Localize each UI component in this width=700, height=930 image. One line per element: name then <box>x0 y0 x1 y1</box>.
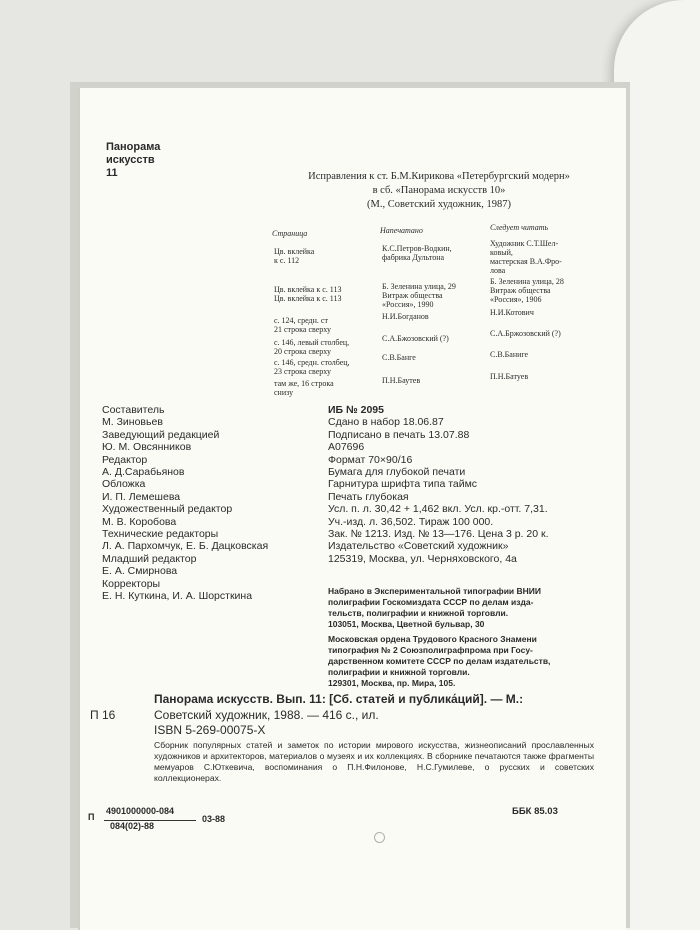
errata-header-printed: Напечатано <box>380 226 423 235</box>
errata-cell: С.В.Банге <box>382 353 416 362</box>
credit-person: Ю. М. Овсянников <box>102 441 192 454</box>
errata-title-line: Исправления к ст. Б.М.Кирикова «Петербургский модерн» <box>308 171 570 182</box>
isbn: ISBN 5-269-00075-X <box>154 723 266 737</box>
printing-line: Набрано в Экспериментальной типографии ВНИИ <box>328 586 542 596</box>
errata-row-correct <box>490 239 562 275</box>
errata-cell: снизу <box>274 388 294 397</box>
credit-role: Технические редакторы <box>102 528 219 541</box>
credit-role: Составитель <box>102 404 165 416</box>
errata-cell: Цв. вклейка к с. 113 <box>274 294 342 303</box>
errata-cell: П.Н.Баутев <box>382 376 421 385</box>
imprint-line: Усл. п. л. 30,42 + 1,462 вкл. Усл. кр.-отт. 7,31. <box>328 503 548 516</box>
errata-cell: С.А.Бржозовский (?) <box>490 329 561 338</box>
bbk-code: ББК 85.03 <box>512 806 558 817</box>
errata-cell: П.Н.Батуев <box>490 372 529 381</box>
errata-cell: с. 124, средн. ст <box>274 316 328 325</box>
errata-cell: Б. Зеленина улица, 28 <box>490 277 564 286</box>
errata-title-line: в сб. «Панорама искусств 10» <box>372 185 506 196</box>
errata-row-printed <box>382 334 449 343</box>
credits-list <box>102 404 268 603</box>
credit-role: Художественный редактор <box>102 503 233 516</box>
errata-cell: 20 строка сверху <box>274 347 331 356</box>
errata-row-page <box>274 285 342 303</box>
errata-cell: «Россия», 1990 <box>382 300 434 309</box>
abstract: Сборник популярных статей и заметок по истории мирового искусства, жизнеописаний прославленных художников и архитекторов, материалов о музеях и их коллекциях. В сборнике печатаются также фрагменты мемуаров С.Юткевича, воспоминания о П.Н.Филонове, Н.С.Гумилеве, о русских и советских коллекционерах. <box>154 740 594 783</box>
page-edge <box>78 88 80 930</box>
series-title <box>106 141 160 180</box>
imprint-line: Бумага для глубокой печати <box>328 466 466 479</box>
printing-line: тельств, полиграфии и книжной торговли. <box>328 608 509 618</box>
credit-person: Л. А. Пархомчук, Е. Б. Дацковская <box>102 540 269 553</box>
errata-header-correct: Следует читать <box>490 223 549 232</box>
imprint-line: Издательство «Советский художник» <box>328 540 509 553</box>
errata-row-page <box>274 358 350 376</box>
imprint-line: Гарнитура шрифта типа таймс <box>328 478 478 491</box>
printing-line: 103051, Москва, Цветной бульвар, 30 <box>328 619 485 629</box>
fraction-line <box>104 820 196 821</box>
printing-line: Московская ордена Трудового Красного Знамени <box>328 634 537 644</box>
errata-cell: Н.И.Богданов <box>382 312 429 321</box>
series-line: искусств <box>106 154 155 166</box>
fraction-numerator: 4901000000-084 <box>106 806 175 816</box>
biblio-line: Советский художник, 1988. — 416 с., ил. <box>154 707 379 722</box>
errata-cell: Витраж общества <box>382 291 443 300</box>
errata-cell: Н.И.Котович <box>490 308 534 317</box>
credit-person: М. Зиновьев <box>102 416 163 429</box>
credit-person: И. П. Лемешева <box>102 490 181 503</box>
printing-info <box>328 586 550 689</box>
errata-cell: Художник С.Т.Шел- <box>490 239 559 248</box>
credit-person: Е. А. Смирнова <box>102 565 178 578</box>
errata-cell: С.А.Бжозовский (?) <box>382 334 449 343</box>
printing-line: полиграфии Госкомиздата СССР по делам изда- <box>328 597 534 607</box>
fraction-denominator: 084(02)-88 <box>110 821 155 831</box>
ib-number: ИБ № 2095 <box>328 404 384 416</box>
printing-line: полиграфии и книжной торговли. <box>328 667 470 677</box>
errata-row-printed <box>382 244 452 262</box>
errata-title <box>274 170 604 212</box>
errata-cell: Витраж общества <box>490 286 551 295</box>
errata-row-page <box>274 379 334 397</box>
errata-cell: с. 146, левый столбец, <box>274 338 350 347</box>
imprint-line: Сдано в набор 18.06.87 <box>328 416 444 429</box>
bibliographic-record <box>154 692 523 739</box>
credit-person: А. Д.Сарабьянов <box>102 466 185 479</box>
imprint-line: 125319, Москва, ул. Черняховского, 4а <box>328 552 517 565</box>
credit-person: Е. Н. Куткина, И. А. Шорсткина <box>102 590 253 603</box>
book-page <box>78 88 626 930</box>
credit-role: Младший редактор <box>102 552 197 565</box>
errata-cell: 23 строка сверху <box>274 367 331 376</box>
errata-cell: Б. Зеленина улица, 29 <box>382 282 456 291</box>
credit-person: М. В. Коробова <box>102 515 177 528</box>
errata-row-correct <box>490 350 528 359</box>
imprint-line: Зак. № 1213. Изд. № 13—176. Цена 3 р. 20 к. <box>328 528 549 541</box>
series-line: Панорама <box>106 141 161 153</box>
errata-cell: лова <box>490 266 506 275</box>
imprint-block <box>328 404 549 565</box>
errata-row-page <box>274 316 331 334</box>
errata-cell: 21 строка сверху <box>274 325 331 334</box>
stamp-mark <box>374 832 385 843</box>
errata-row-correct <box>490 372 528 381</box>
errata-cell: там же, 16 строка <box>274 379 334 388</box>
imprint-line: А07696 <box>328 441 365 454</box>
credit-role: Редактор <box>102 453 148 466</box>
errata-row-printed <box>382 282 456 309</box>
errata-cell: Цв. вклейка <box>274 247 315 256</box>
errata-row-correct <box>490 277 564 304</box>
errata-row-correct <box>490 308 534 317</box>
errata-row-page <box>274 247 314 265</box>
credit-role: Обложка <box>102 478 146 491</box>
printing-line: 129301, Москва, пр. Мира, 105. <box>328 678 456 688</box>
errata-title-line: (М., Советский художник, 1987) <box>367 199 511 210</box>
errata-cell: С.В.Баниге <box>490 350 529 359</box>
errata-cell: Цв. вклейка к с. 113 <box>274 285 342 294</box>
series-number: 11 <box>106 167 118 179</box>
errata-row-printed <box>382 376 420 385</box>
fraction-suffix: 03-88 <box>202 814 226 824</box>
imprint-line: Печать глубокая <box>328 490 409 503</box>
errata-row-printed <box>382 312 429 321</box>
classification-code: П 16 <box>90 708 116 722</box>
errata-cell: «Россия», 1906 <box>490 295 542 304</box>
imprint-line: Подписано в печать 13.07.88 <box>328 428 470 441</box>
printing-line: типография № 2 Союзполиграфпрома при Госу- <box>328 645 533 655</box>
errata-row-correct <box>490 329 561 338</box>
errata-header-page: Страница <box>272 229 308 238</box>
biblio-title-line: Панорама искусств. Вып. 11: [Сб. статей и публика́ций]. — М.: <box>154 692 524 706</box>
imprint-line: Формат 70×90/16 <box>328 453 413 466</box>
errata-cell: мастерская В.А.Фро- <box>490 257 562 266</box>
credit-role: Заведующий редакцией <box>102 428 220 441</box>
errata-row-page <box>274 338 349 356</box>
imprint-line: Уч.-изд. л. 36,502. Тираж 100 000. <box>328 515 494 528</box>
credit-role: Корректоры <box>102 577 161 590</box>
errata-cell: ковый, <box>490 248 513 257</box>
fraction-prefix: П <box>88 812 95 822</box>
errata-cell: с. 146, средн. столбец, <box>274 358 350 367</box>
errata-row-printed <box>382 353 416 362</box>
errata-cell: фабрика Дультона <box>382 253 445 262</box>
errata-cell: К.С.Петров-Водкин, <box>382 244 452 253</box>
errata-cell: к с. 112 <box>274 256 300 265</box>
printing-line: дарственном комитете СССР по делам издательств, <box>328 656 551 666</box>
